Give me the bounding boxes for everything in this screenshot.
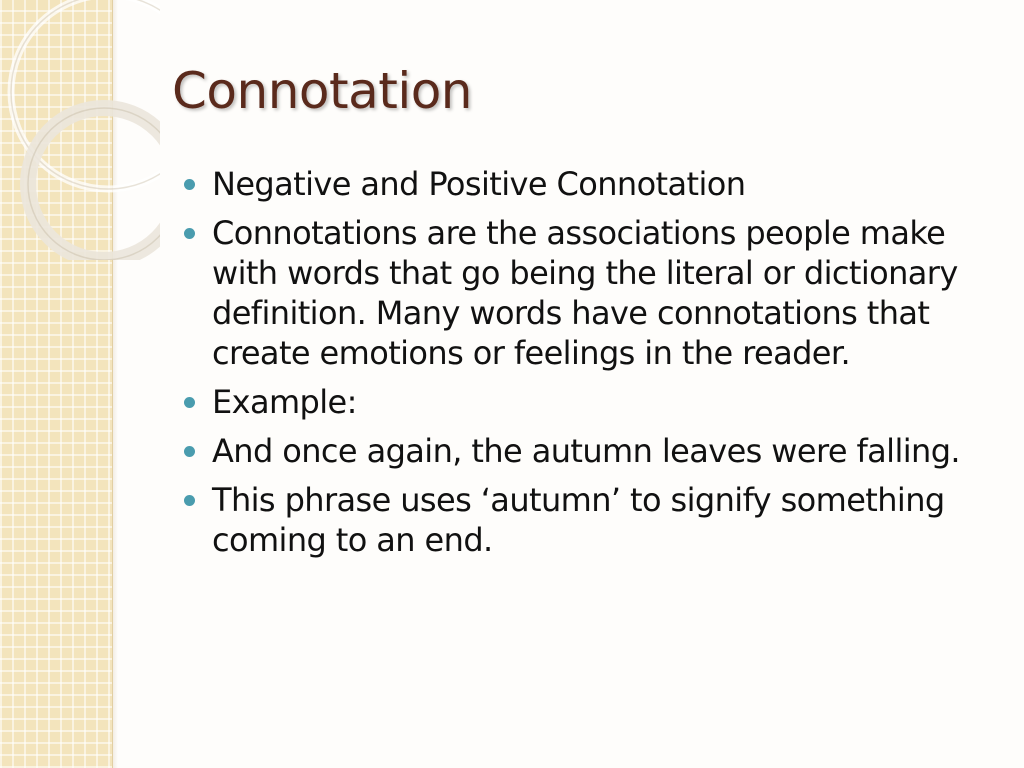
bullet-dot-icon (184, 397, 195, 408)
bullet-text: And once again, the autumn leaves were falling. (212, 432, 960, 470)
bullet-item (184, 431, 994, 471)
bullet-item (184, 213, 994, 373)
bullet-text: Connotations are the associations people make with words that go being the literal or dictionary definition. Many words have connotations that create emotions or feelings in the reader. (212, 214, 958, 372)
bullet-dot-icon (184, 446, 195, 457)
bullet-list (184, 164, 994, 569)
bullet-text: Negative and Positive Connotation (212, 165, 746, 203)
bullet-item (184, 480, 994, 560)
bullet-item (184, 164, 994, 204)
bullet-text: Example: (212, 383, 357, 421)
bullet-dot-icon (184, 495, 195, 506)
bullet-dot-icon (184, 228, 195, 239)
decorative-rings-icon (0, 0, 160, 260)
bullet-text: This phrase uses ‘autumn’ to signify something coming to an end. (212, 481, 945, 559)
bullet-dot-icon (184, 179, 195, 190)
slide-title: Connotation (172, 62, 472, 120)
bullet-item (184, 382, 994, 422)
